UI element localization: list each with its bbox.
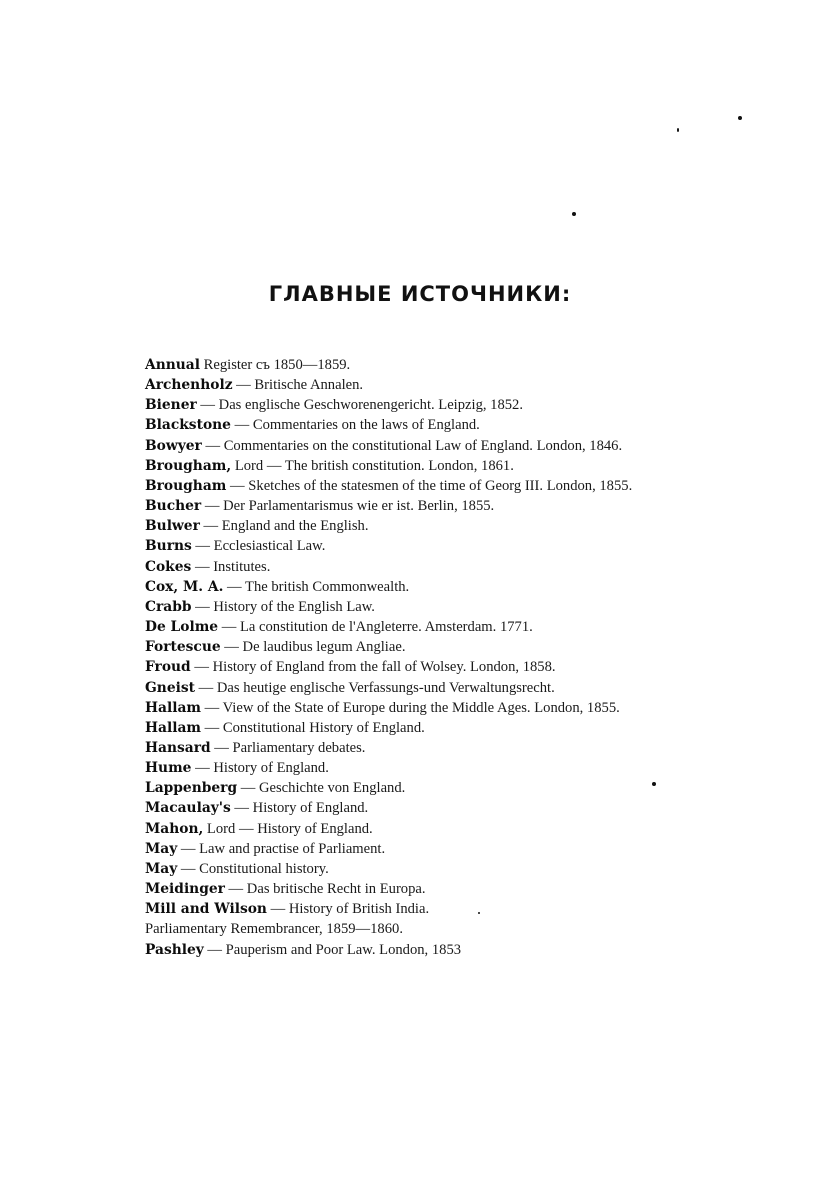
list-item xyxy=(145,657,745,677)
list-item xyxy=(145,536,745,556)
entry-author: Blackstone xyxy=(145,417,231,434)
entry-work: — Sketches of the statesmen of the time of Georg III. London, 1855. xyxy=(226,477,633,494)
entry-author: Annual xyxy=(145,357,200,373)
entry-work: — England and the English. xyxy=(199,518,369,535)
list-item xyxy=(145,758,745,778)
ink-speck xyxy=(738,116,742,120)
entry-author: Hume xyxy=(145,760,192,777)
ink-speck xyxy=(572,212,576,216)
entry-author: Macaulay's xyxy=(145,800,231,817)
list-item xyxy=(145,395,745,415)
entry-author: Bulwer xyxy=(145,518,200,535)
list-item xyxy=(145,617,745,637)
list-item xyxy=(145,476,745,496)
list-item xyxy=(145,899,745,919)
list-item xyxy=(145,678,745,698)
entry-work: — Parliamentary debates. xyxy=(210,739,366,756)
entry-author: Biener xyxy=(145,397,197,414)
entry-author: De Lolme xyxy=(145,619,219,636)
entry-author: Fortescue xyxy=(145,639,221,656)
entry-work: — Das britische Recht in Europa. xyxy=(224,881,426,898)
entry-author: Hansard xyxy=(145,739,211,756)
entry-author: Mahon, xyxy=(145,820,204,837)
list-item xyxy=(145,637,745,657)
list-item xyxy=(145,436,745,456)
entry-work: — History of England from the fall of Wolsey. London, 1858. xyxy=(190,659,556,676)
list-item xyxy=(145,557,745,577)
entry-author: Cox, M. A. xyxy=(145,578,224,595)
entry-author: Cokes xyxy=(145,558,192,575)
entry-author: May xyxy=(145,860,178,877)
list-item xyxy=(145,516,745,536)
list-item xyxy=(145,859,745,879)
list-item xyxy=(145,738,745,758)
entry-author: Mill and Wilson xyxy=(145,901,267,918)
entry-work: — La constitution de l'Angleterre. Amsterdam. 1771. xyxy=(218,619,533,636)
entry-author: May xyxy=(145,840,178,857)
entry-work: — Law and practise of Parliament. xyxy=(177,840,386,857)
entry-author: Hallam xyxy=(145,719,201,736)
entry-author: Brougham xyxy=(145,477,227,494)
entry-work: — Constitutional History of England. xyxy=(201,719,425,736)
entry-author: Froud xyxy=(145,659,191,676)
list-item xyxy=(145,778,745,798)
entry-work: — History of the English Law. xyxy=(191,598,375,615)
list-item xyxy=(145,879,745,899)
entry-work: Lord — History of England. xyxy=(203,820,373,837)
ink-speck xyxy=(677,128,679,132)
list-item xyxy=(145,577,745,597)
entry-author: Pashley xyxy=(145,941,204,958)
list-item xyxy=(145,919,745,939)
entry-work: — History of England. xyxy=(230,800,369,817)
entry-author: Hallam xyxy=(145,699,201,716)
entry-work: — Commentaries on the constitutional Law of England. London, 1846. xyxy=(201,437,623,454)
list-item xyxy=(145,940,745,960)
entry-work: — Britische Annalen. xyxy=(232,377,364,394)
list-item xyxy=(145,819,745,839)
entry-work: — Ecclesiastical Law. xyxy=(191,538,326,555)
entry-work: Register съ 1850—1859. xyxy=(199,357,351,373)
entry-author: Crabb xyxy=(145,598,192,615)
list-item xyxy=(145,597,745,617)
entry-work: — Das heutige englische Verfassungs-und Verwaltungsrecht. xyxy=(194,679,555,696)
entry-author: Archenholz xyxy=(145,377,233,394)
entry-work: — History of England. xyxy=(191,760,329,777)
entry-work: — Institutes. xyxy=(191,558,271,575)
entry-work: — Der Parlamentarismus wie er ist. Berlin, 1855. xyxy=(201,498,495,515)
entry-work: — Constitutional history. xyxy=(177,860,329,877)
entry-work: — De laudibus legum Angliae. xyxy=(220,639,406,656)
entry-work: Parliamentary Remembrancer, 1859—1860. xyxy=(145,921,403,938)
list-item xyxy=(145,839,745,859)
list-item xyxy=(145,718,745,738)
list-item xyxy=(145,355,745,375)
entry-work: Lord — The british constitution. London, 1861. xyxy=(231,457,514,474)
entry-author: Bucher xyxy=(145,498,202,515)
page-title: ГЛАВНЫЕ ИСТОЧНИКИ: xyxy=(268,282,572,306)
entry-work: — Pauperism and Poor Law. London, 1853 xyxy=(203,941,462,958)
entry-work: — Geschichte von England. xyxy=(237,780,406,797)
list-item xyxy=(145,698,745,718)
sources-list xyxy=(145,355,745,960)
entry-work: — View of the State of Europe during the Middle Ages. London, 1855. xyxy=(201,699,620,716)
list-item xyxy=(145,798,745,818)
entry-author: Meidinger xyxy=(145,881,225,898)
list-item xyxy=(145,456,745,476)
entry-work: — Commentaries on the laws of England. xyxy=(230,417,480,434)
entry-author: Lappenberg xyxy=(145,780,238,797)
list-item xyxy=(145,496,745,516)
entry-author: Bowyer xyxy=(145,437,202,454)
list-item xyxy=(145,375,745,395)
entry-work: — The british Commonwealth. xyxy=(223,578,410,595)
entry-author: Gneist xyxy=(145,679,195,696)
entry-work: — Das englische Geschworenengericht. Leipzig, 1852. xyxy=(196,397,523,414)
entry-author: Burns xyxy=(145,538,192,555)
entry-author: Brougham, xyxy=(145,457,232,474)
entry-work: — History of British India. xyxy=(266,901,430,918)
list-item xyxy=(145,415,745,435)
